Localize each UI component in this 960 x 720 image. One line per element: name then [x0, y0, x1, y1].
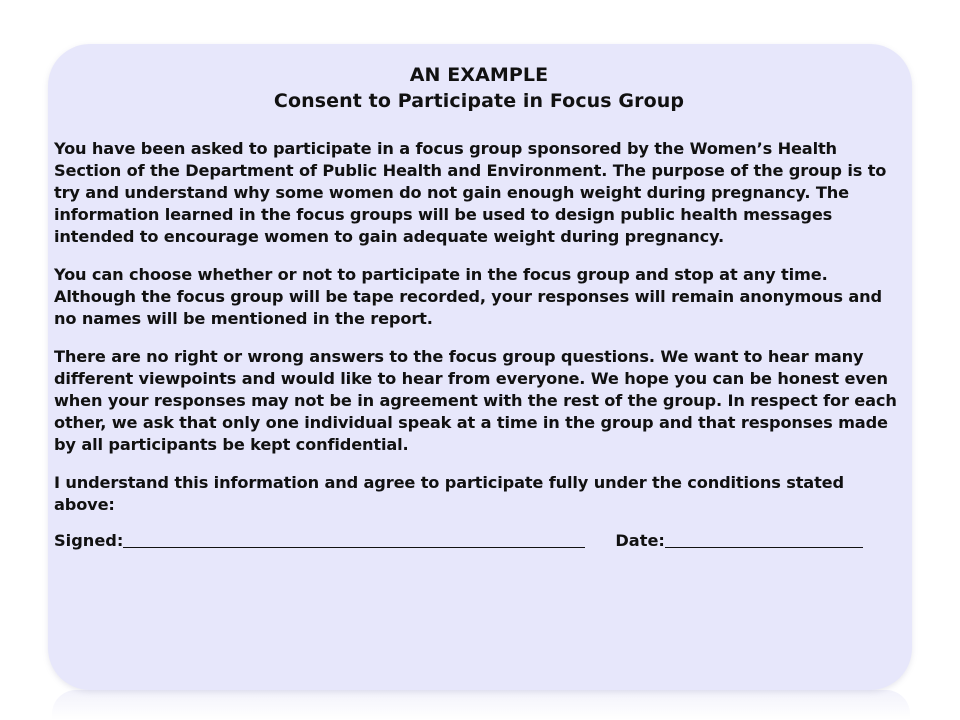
document-subtitle: Consent to Participate in Focus Group [273, 90, 685, 112]
card-reflection [52, 690, 910, 720]
document-title: AN EXAMPLE [409, 64, 549, 86]
consent-card [48, 44, 912, 690]
consent-body [54, 138, 904, 552]
paragraph-voluntary: You can choose whether or not to participate in the focus group and stop at any time. Although the focus group will be tape recorded, your responses will remain anonymous and no names will be mentioned in the report. [54, 265, 882, 328]
signature-line[interactable] [123, 531, 585, 548]
date-label: Date: [615, 531, 665, 550]
date-line[interactable] [665, 531, 863, 548]
paragraph-answers: There are no right or wrong answers to the focus group questions. We want to hear many different viewpoints and would like to hear from everyone. We hope you can be honest even when your responses may not be in agreement with the rest of the group. In respect for each other, we ask that only one individual speak at a time in the group and that responses made by all participants be kept confidential. [54, 347, 897, 454]
signed-label: Signed: [54, 531, 124, 550]
signature-row [54, 530, 904, 552]
paragraph-intro: You have been asked to participate in a focus group sponsored by the Women’s Health Section of the Department of Public Health and Environment. The purpose of the group is to try and understand why some women do not gain enough weight during pregnancy. The information learned in the focus groups will be used to design public health messages intended to encourage women to gain adequate weight during pregnancy. [54, 139, 887, 246]
paragraph-agreement: I understand this information and agree to participate fully under the conditions stated above: [54, 473, 844, 514]
